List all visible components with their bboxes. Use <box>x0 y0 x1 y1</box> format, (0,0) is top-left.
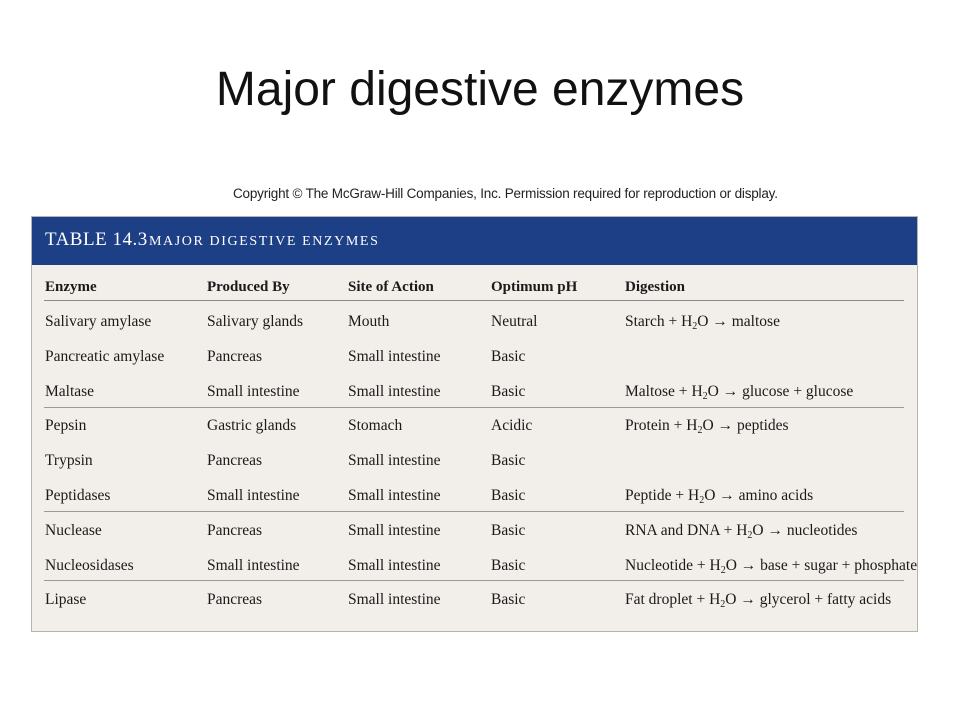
column-header-digestion: Digestion <box>625 279 685 295</box>
header-rule <box>44 300 904 301</box>
cell-optimum-ph: Neutral <box>491 313 538 330</box>
cell-enzyme: Pepsin <box>45 417 87 435</box>
cell-produced-by: Pancreas <box>207 452 263 470</box>
cell-enzyme: Nuclease <box>45 521 102 539</box>
column-header-site-of-action: Site of Action <box>348 279 434 295</box>
cell-site-of-action: Mouth <box>348 313 390 330</box>
column-header-optimum-ph: Optimum pH <box>491 279 578 295</box>
cell-digestion: Nucleotide + $H_2O$ → base + sugar + phosphate <box>625 556 918 576</box>
table-caption: MAJOR DIGESTIVE ENZYMES <box>149 234 380 249</box>
cell-optimum-ph: Basic <box>491 556 526 574</box>
cell-digestion: Starch + $H_2O$ → maltose <box>625 313 780 332</box>
cell-site-of-action: Small intestine <box>348 452 441 470</box>
cell-site-of-action: Stomach <box>348 417 403 435</box>
column-header-produced-by: Produced By <box>207 279 290 295</box>
group-rule-3 <box>44 580 904 581</box>
cell-optimum-ph: Basic <box>491 347 526 365</box>
cell-enzyme: Nucleosidases <box>45 556 134 574</box>
cell-optimum-ph: Basic <box>491 382 526 400</box>
cell-optimum-ph: Basic <box>491 521 526 539</box>
cell-digestion: RNA and DNA + $H_2O$ → nucleotides <box>625 521 858 541</box>
cell-produced-by: Pancreas <box>207 521 263 539</box>
cell-site-of-action: Small intestine <box>348 591 441 609</box>
cell-optimum-ph: Acidic <box>491 417 533 435</box>
cell-enzyme: Pancreatic amylase <box>45 347 165 365</box>
copyright-notice: Copyright © The McGraw-Hill Companies, Inc. Permission required for reproduction or display. <box>233 186 778 201</box>
table-number: TABLE 14.3 <box>45 229 148 250</box>
cell-site-of-action: Small intestine <box>348 382 441 400</box>
enzyme-table <box>31 216 918 632</box>
cell-enzyme: Salivary amylase <box>45 313 152 330</box>
cell-optimum-ph: Basic <box>491 487 526 504</box>
cell-optimum-ph: Basic <box>491 452 526 470</box>
group-rule-1 <box>44 407 904 408</box>
cell-produced-by: Small intestine <box>207 487 300 504</box>
cell-enzyme: Lipase <box>45 591 87 609</box>
cell-site-of-action: Small intestine <box>348 347 441 365</box>
column-header-enzyme: Enzyme <box>45 279 97 295</box>
cell-enzyme: Maltase <box>45 382 95 400</box>
cell-produced-by: Small intestine <box>207 556 300 574</box>
cell-enzyme: Trypsin <box>45 452 93 470</box>
cell-digestion: Peptide + $H_2O \to amino$ acids <box>625 487 814 506</box>
table-header-bar <box>32 217 917 265</box>
slide-title: Major digestive enzymes <box>215 63 745 116</box>
cell-site-of-action: Small intestine <box>348 487 441 504</box>
cell-enzyme: Peptidases <box>45 487 111 504</box>
cell-site-of-action: Small intestine <box>348 521 441 539</box>
cell-produced-by: Pancreas <box>207 347 263 365</box>
cell-produced-by: Gastric glands <box>207 417 297 435</box>
cell-digestion: Protein + $H_2O$ → peptides <box>625 417 789 437</box>
cell-produced-by: Salivary glands <box>207 313 303 330</box>
group-rule-2 <box>44 511 904 512</box>
cell-site-of-action: Small intestine <box>348 556 441 574</box>
cell-digestion: Fat droplet + $H_2O$ → glycerol + fatty acids <box>625 591 892 611</box>
cell-produced-by: Pancreas <box>207 591 263 609</box>
cell-produced-by: Small intestine <box>207 382 300 400</box>
cell-digestion: Maltose + $H_2O \to glucose + glucose$ <box>625 382 854 402</box>
cell-optimum-ph: Basic <box>491 591 526 609</box>
